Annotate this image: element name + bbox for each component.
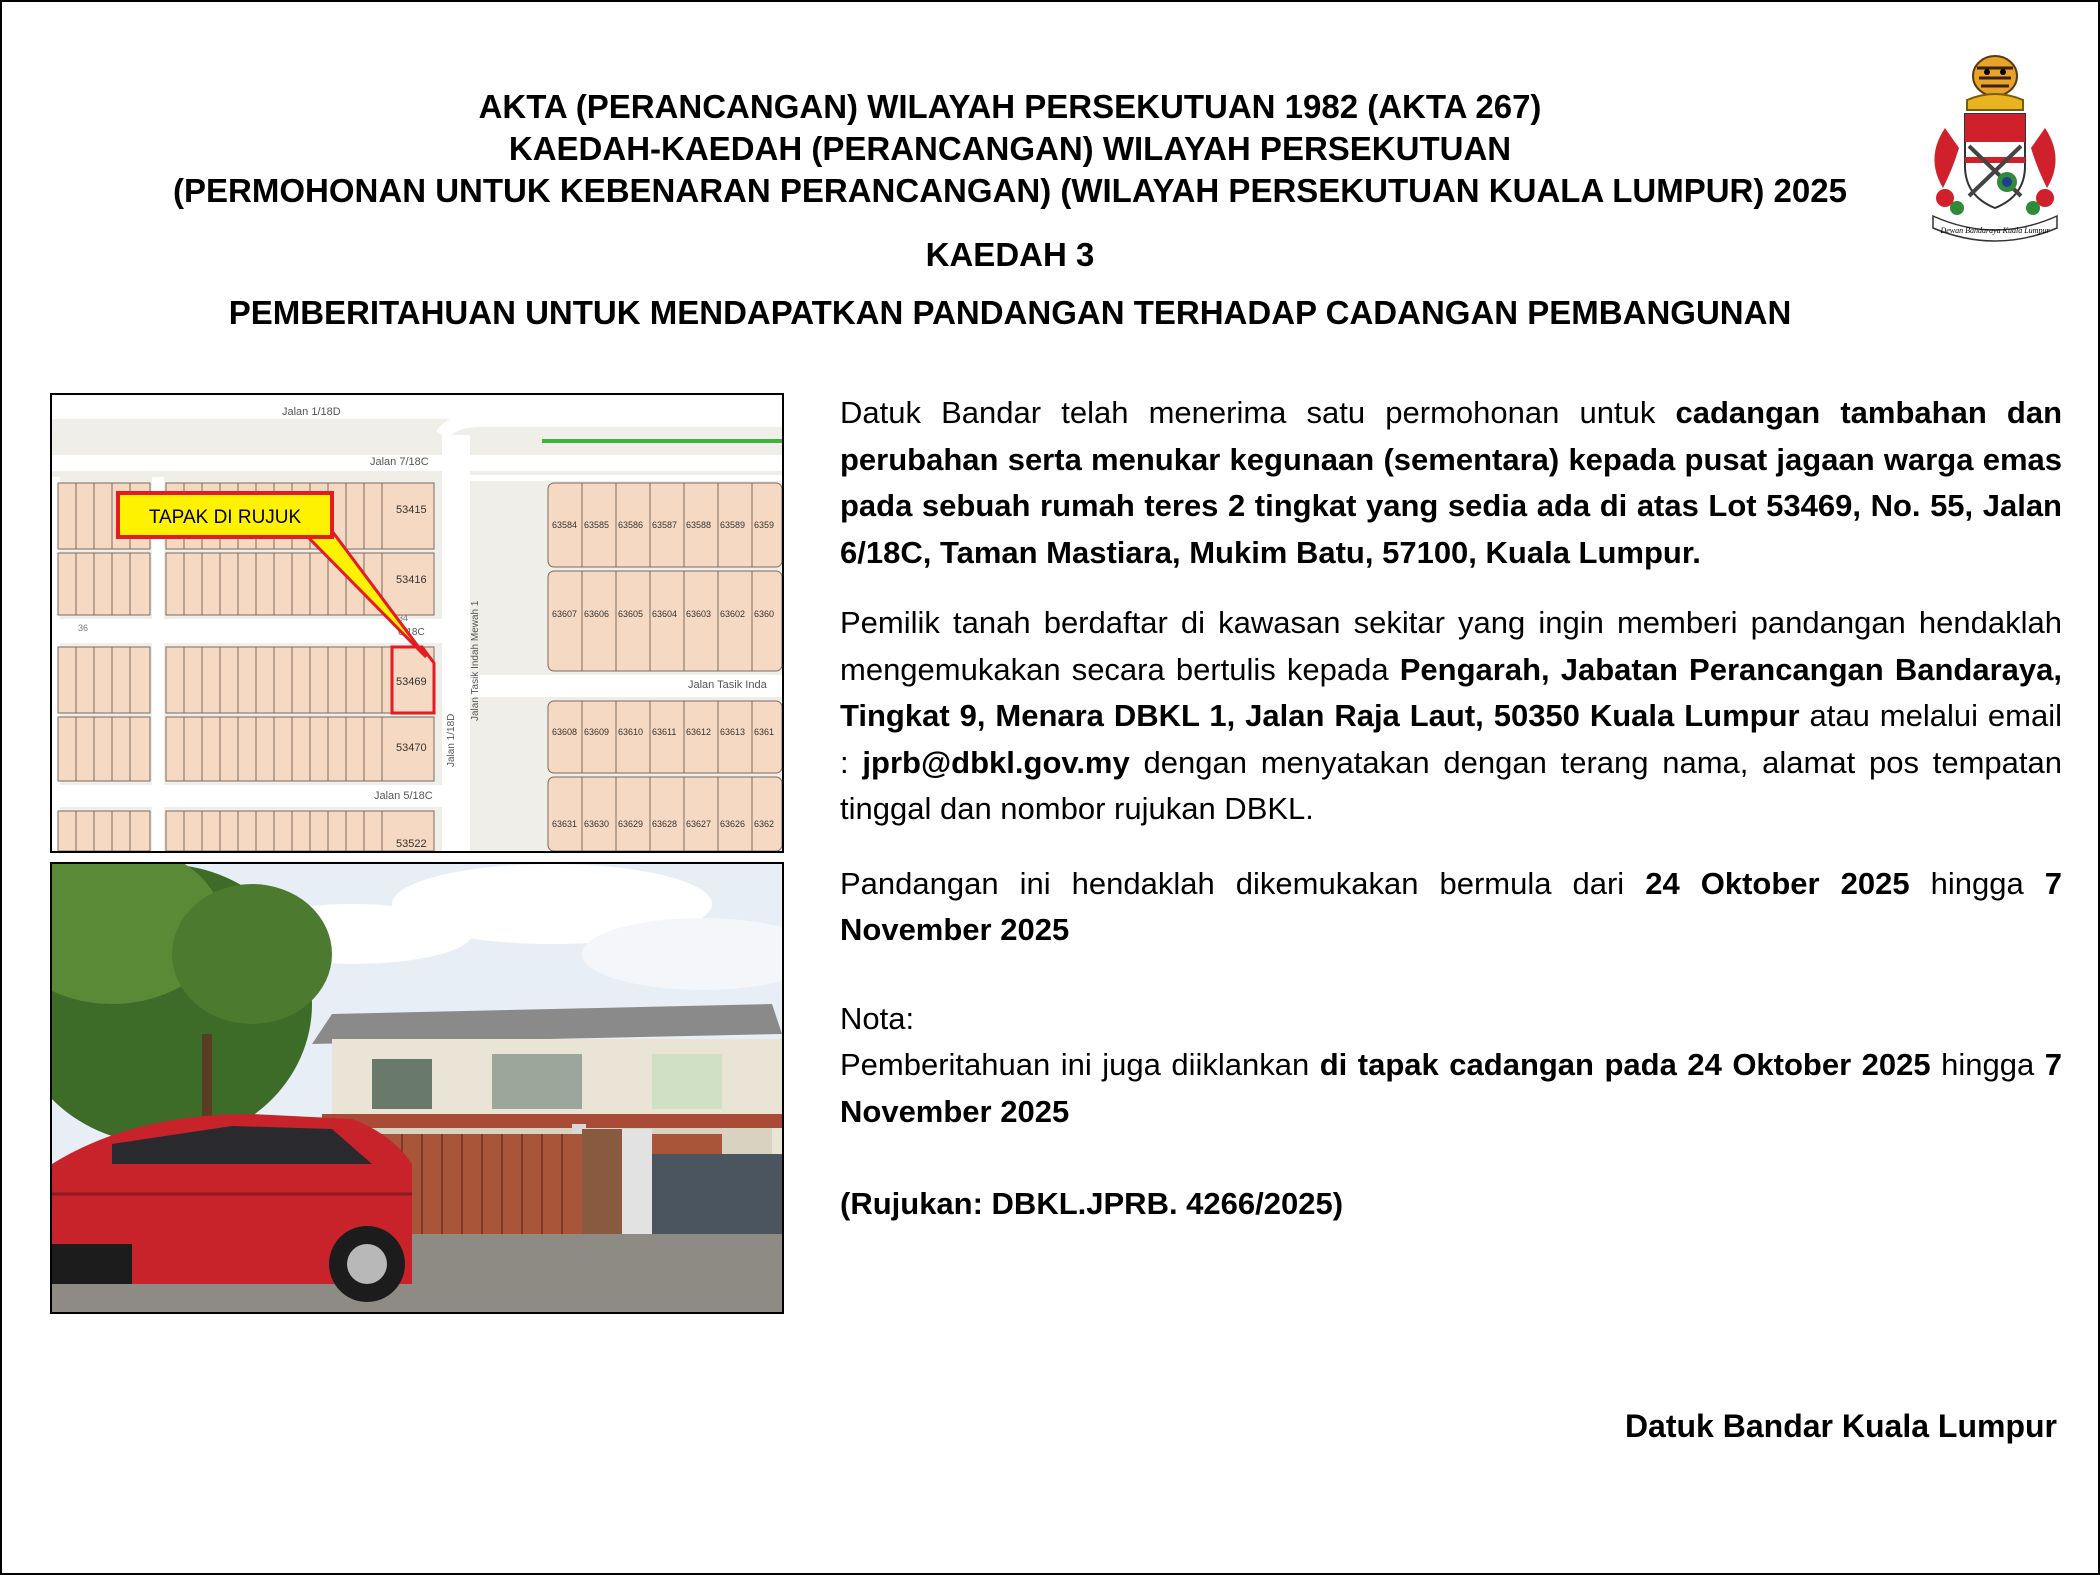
road-label: Jalan Tasik Indah Mewah 1: [470, 600, 481, 721]
lot-number: 63587: [652, 520, 678, 530]
notice-title: PEMBERITAHUAN UNTUK MENDAPATKAN PANDANGAN TERHADAP CADANGAN PEMBANGUNAN: [228, 294, 1792, 331]
lot-number: 63588: [686, 520, 712, 530]
lot-number: 63631: [552, 819, 578, 829]
lot-number: 63609: [584, 727, 610, 737]
site-map: [50, 393, 784, 853]
lot-number: 63603: [686, 609, 712, 619]
lot-number: 63584: [552, 520, 578, 530]
contact-email: jprb@dbkl.gov.my: [862, 744, 1130, 780]
lot-number: 63611: [652, 727, 677, 737]
lot-number: 53470: [396, 742, 427, 754]
submission-address: Pengarah, Jabatan Perancangan Bandaraya, Tingkat 9, Menara DBKL 1, Jalan Raja Laut, 50350 Kuala Lumpur: [840, 651, 2062, 733]
site-photo: [50, 862, 784, 1314]
lot-number: 53415: [396, 504, 427, 516]
lot-number: 6362: [754, 819, 775, 829]
note-end-date: 7 November 2025: [840, 1047, 2062, 1129]
proposal-description: cadangan tambahan dan perubahan serta menukar kegunaan (sementara) kepada pusat jagaan warga emas pada sebuah rumah teres 2 tingkat yang sedia ada di atas Lot 53469, No. 55, Jalan 6/18C, Taman Mastiara, Mukim Batu, 57100, Kuala Lumpur.: [840, 395, 2063, 570]
lot-number: 63627: [686, 819, 712, 829]
lot-number: 63626: [720, 819, 746, 829]
rules-subtitle: (PERMOHONAN UNTUK KEBENARAN PERANCANGAN) (WILAYAH PERSEKUTUAN KUALA LUMPUR) 2025: [173, 172, 1847, 209]
lot-number: 53416: [396, 574, 427, 586]
application-paragraph: Datuk Bandar telah menerima satu permohonan untuk cadangan tambahan dan perubahan serta menukar kegunaan (sementara) kepada pusat jagaan warga emas pada sebuah rumah teres 2 tingkat yang sedia ada di atas Lot 53469, No. 55, Jalan 6/18C, Taman Mastiara, Mukim Batu, 57100, Kuala Lumpur.: [840, 395, 2063, 570]
site-callout-label: TAPAK DI RUJUK: [148, 507, 302, 528]
road-label: Jalan 1/18D: [446, 713, 457, 767]
period-paragraph: Pandangan ini hendaklah dikemukakan bermula dari 24 Oktober 2025 hingga 7 November 2025: [840, 865, 2062, 947]
note-paragraph: Pemberitahuan ini juga diiklankan di tapak cadangan pada 24 Oktober 2025 hingga 7 November 2025: [840, 1047, 2062, 1129]
road-label: Jalan 7/18C: [370, 456, 429, 468]
lot-number: 53522: [396, 838, 427, 850]
road-label: Jalan 1/18D: [282, 406, 341, 418]
lot-number: 6361: [754, 727, 775, 737]
lot-number: 63586: [618, 520, 644, 530]
lot-number: 63607: [552, 609, 578, 619]
notice-body: [840, 390, 2062, 1228]
road-label: Jalan Tasik Inda: [688, 679, 767, 691]
note-label: Nota:: [840, 1000, 915, 1036]
map-number: 36: [78, 623, 89, 633]
lot-number: 63606: [584, 609, 610, 619]
lot-number: 63610: [618, 727, 644, 737]
lot-number: 6360: [754, 609, 775, 619]
lot-number: 63605: [618, 609, 644, 619]
lot-number: 63613: [720, 727, 746, 737]
signature: Datuk Bandar Kuala Lumpur: [1624, 1408, 2057, 1444]
start-date: 24 Oktober 2025: [1645, 865, 1910, 901]
lot-number: 63604: [652, 609, 678, 619]
lot-number: 63630: [584, 819, 610, 829]
act-title: AKTA (PERANCANGAN) WILAYAH PERSEKUTUAN 1982 (AKTA 267): [478, 88, 1542, 125]
road-label: 6/18C: [398, 627, 425, 638]
lot-number: 63628: [652, 819, 678, 829]
rule-number: KAEDAH 3: [925, 236, 1095, 273]
lot-number: 63602: [720, 609, 746, 619]
map-number: 34: [398, 613, 409, 623]
lot-number: 6359: [754, 520, 775, 530]
dbkl-crest-icon: [1915, 48, 2075, 248]
end-date: 7 November 2025: [840, 865, 2062, 947]
road-label: Jalan 5/18C: [374, 790, 433, 802]
rules-title: KAEDAH-KAEDAH (PERANCANGAN) WILAYAH PERSEKUTUAN: [508, 130, 1512, 167]
notice-header: [150, 86, 1870, 332]
lot-number: 63612: [686, 727, 712, 737]
lot-number: 63608: [552, 727, 578, 737]
lot-number: 53469: [396, 676, 427, 688]
lot-number: 63629: [618, 819, 644, 829]
crest-motto: Dewan Bandaraya Kuala Lumpur: [1940, 226, 2050, 235]
note-site-date: di tapak cadangan pada 24 Oktober 2025: [1319, 1047, 1931, 1082]
reference-number: (Rujukan: DBKL.JPRB. 4266/2025): [840, 1186, 1344, 1221]
lot-number: 63585: [584, 520, 610, 530]
lot-number: 63589: [720, 520, 746, 530]
submission-paragraph: Pemilik tanah berdaftar di kawasan sekitar yang ingin memberi pandangan hendaklah mengemukakan secara bertulis kepada Pengarah, Jabatan Perancangan Bandaraya, Tingkat 9, Menara DBKL 1, Jalan Raja Laut, 50350 Kuala Lumpur atau melalui email : jprb@dbkl.gov.my dengan menyatakan dengan terang nama, alamat pos tempatan tinggal dan nombor rujukan DBKL.: [840, 605, 2062, 826]
